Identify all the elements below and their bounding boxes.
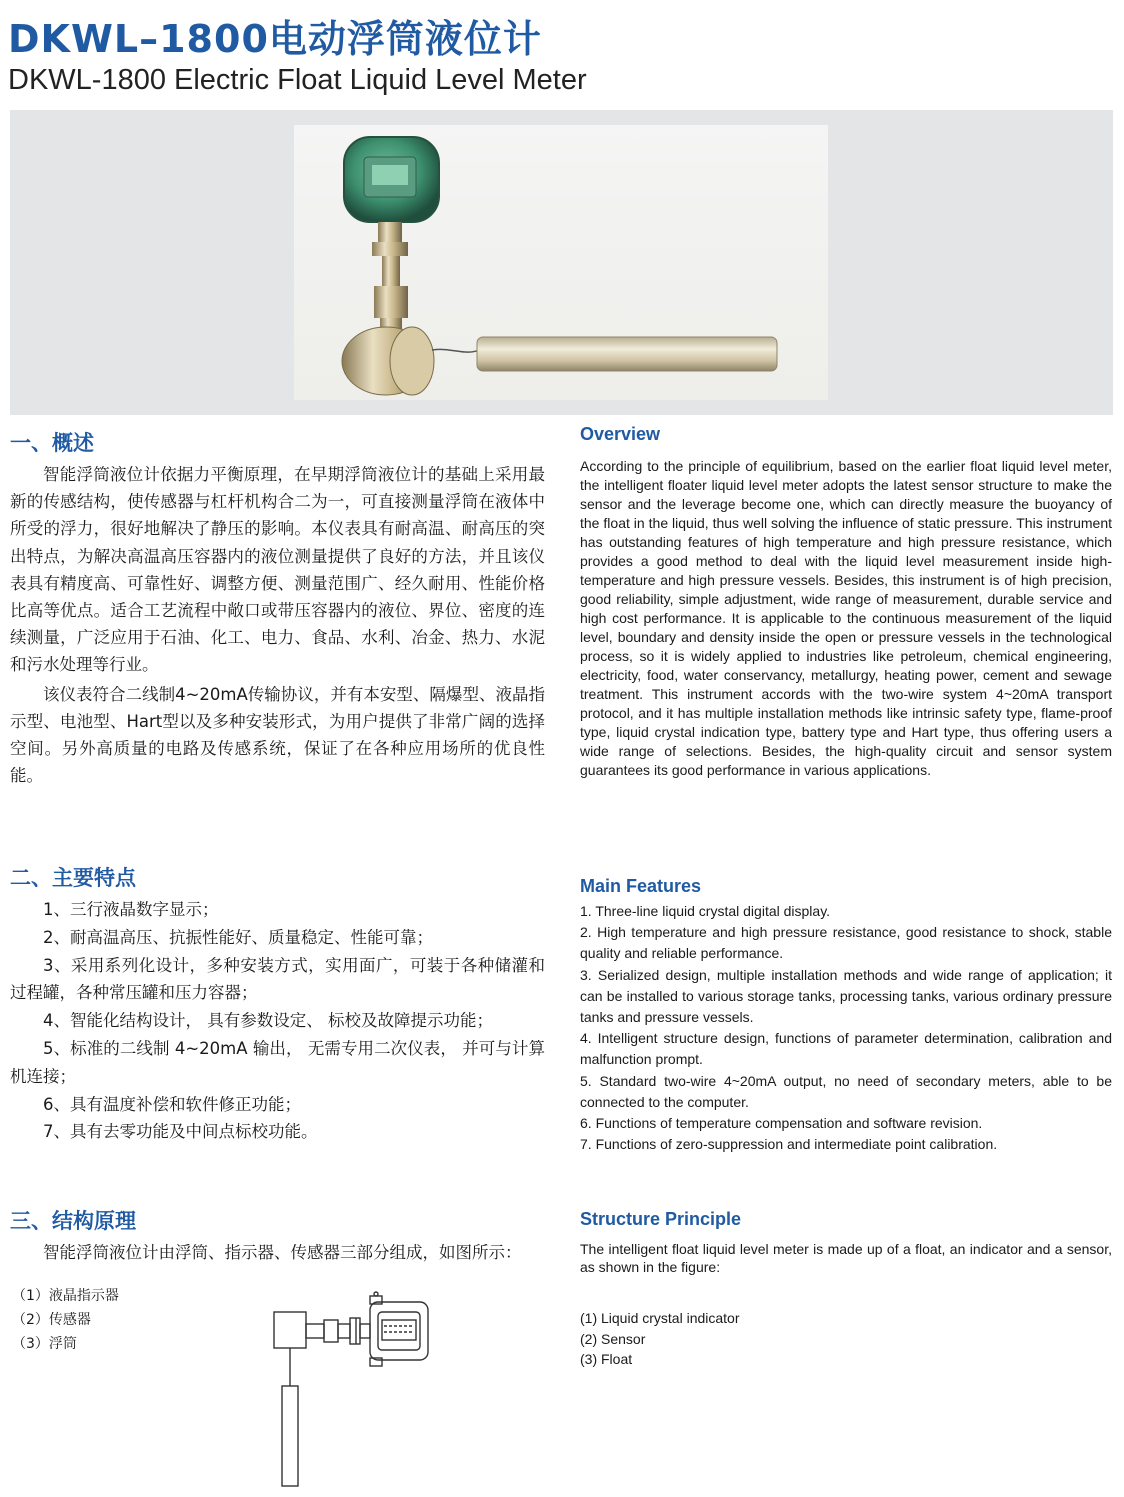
feature-item-en: 3. Serialized design, multiple installation methods and wide range of application; it can be installed to various storage tanks, processing tanks, various ordinary pressure tanks and pressure vessels. [580, 966, 1112, 1026]
part-item-cn: （3）浮筒 [12, 1336, 77, 1353]
feature-item-en: 6. Functions of temperature compensation and software revision. [580, 1115, 983, 1132]
features-heading-en: Main Features [580, 876, 702, 896]
structure-line-drawing [268, 1290, 438, 1490]
parts-list-en [580, 1308, 1112, 1370]
float-chamber [274, 1312, 306, 1348]
overview-cn-paragraph-1: 智能浮筒液位计依据力平衡原理，在早期浮筒液位计的基础上采用最新的传感结构，使传感器与杠杆机构合二为一，可直接测量浮筒在液体中所受的浮力，很好地解决了静压的影响。本仪表具有耐高温、耐高压的突出特点，为解决高温高压容器内的液位测量提供了良好的方法，并且该仪表具有精度高、可靠性好、调整方便、测量范围广、经久耐用、性能价格比高等优点。适合工艺流程中敞口或带压容器内的液位、界位、密度的连续测量，广泛应用于石油、化工、电力、食品、水利、冶金、热力、水泥和污水处理等行业。 [10, 465, 545, 675]
page-title-cn: DKWL–1800电动浮筒液位计 [8, 17, 542, 61]
part-item-en: (1) Liquid crystal indicator [580, 1310, 740, 1326]
feature-item-cn: 7、具有去零功能及中间点标校功能。 [43, 1122, 318, 1142]
structure-heading-en: Structure Principle [580, 1209, 742, 1229]
features-en-section [580, 876, 1112, 1155]
float-cylinder [282, 1386, 298, 1486]
structure-intro-cn: 智能浮筒液位计由浮筒、指示器、传感器三部分组成，如图所示： [43, 1243, 522, 1262]
features-heading-cn: 二、主要特点 [10, 866, 136, 890]
overview-cn-paragraph-2: 该仪表符合二线制4~20mA传输协议，并有本安型、隔爆型、液晶指示型、电池型、Hart型以及多种安装形式，为用户提供了非常广阔的选择空间。另外高质量的电路及传感系统，保证了在各种应用场所的优良性能。 [10, 684, 545, 786]
part-item-en: (2) Sensor [580, 1330, 646, 1347]
feature-item-cn: 5、标准的二线制 4~20mA 输出， 无需专用二次仪表， 并可与计算机连接； [10, 1038, 546, 1086]
part-item-cn: （2）传感器 [12, 1312, 91, 1329]
feature-item-cn: 1、三行液晶数字显示； [43, 900, 219, 919]
feature-item-cn: 3、采用系列化设计，多种安装方式，实用面广，可装于各种储灌和过程罐，各种常压罐和压力容器； [10, 955, 545, 1003]
feature-item-cn: 4、智能化结构设计， 具有参数设定、 标校及故障提示功能； [43, 1011, 493, 1031]
structure-intro-en: The intelligent float liquid level meter is made up of a float, an indicator and a sensor, as shown in the figure: [580, 1241, 1112, 1275]
float-level-meter-image [294, 125, 828, 400]
overview-en-paragraph: According to the principle of equilibrium, based on the earlier float liquid level meter, the intelligent floater liquid level meter adopts the latest sensor structure to make the sensor and the leverage become one, which can directly measure the buoyancy of the float in the liquid, thus well solving the influence of static pressure. This instrument has outstanding features of high temperature and high pressure resistance, which provides a good method to deal with the liquid level measurement inside high-temperature and high pressure vessels. Besides, this instrument is of high precision, good reliability, simple adjustment, wide range of measurement, durable service and high cost performance. It is applicable to the continuous measurement of the liquid level, boundary and density inside the open or pressure vessels in the technological process, so it is widely applied to industries like petroleum, chemical engineering, electricity, food, water conservancy, metallurgy, heating power, cement and sewage treatment. This instrument accords with the two-wire system 4~20mA transport protocol, and it has multiple installation methods like intrinsic safety type, flame-proof type, liquid crystal indication type, battery type and Hart type, thus offering users a wide range of selections. Besides, the high-quality circuit and sensor system guarantees its good performance in various applications. [580, 458, 1112, 778]
product-photo [294, 125, 828, 400]
overview-heading-cn: 一、概述 [10, 431, 94, 455]
feature-item-en: 2. High temperature and high pressure resistance, good resistance to shock, stable quality and reliable performance. [580, 924, 1112, 962]
part-item-en: (3) Float [580, 1351, 633, 1367]
feature-item-en: 7. Functions of zero-suppression and intermediate point calibration. [580, 1136, 998, 1153]
features-list-en [580, 901, 1112, 1155]
features-list-cn [10, 896, 545, 1146]
lcd-indicator [370, 1302, 428, 1360]
overview-heading-en: Overview [580, 424, 661, 444]
overview-en-section [580, 424, 1112, 780]
features-cn-section [10, 862, 545, 1146]
feature-item-en: 1. Three-line liquid crystal digital display. [580, 903, 831, 919]
feature-item-cn: 2、耐高温高压、抗振性能好、质量稳定、性能可靠； [43, 927, 433, 947]
page-title-en: DKWL-1800 Electric Float Liquid Level Meter [8, 64, 587, 96]
feature-item-en: 5. Standard two-wire 4~20mA output, no need of secondary meters, able to be connected to the computer. [580, 1072, 1112, 1110]
overview-cn-section [10, 427, 545, 789]
feature-item-en: 4. Intelligent structure design, functions of parameter determination, calibration and malfunction prompt. [580, 1030, 1112, 1068]
structure-en-section [580, 1209, 1112, 1370]
structure-heading-cn: 三、结构原理 [10, 1209, 136, 1233]
feature-item-cn: 6、具有温度补偿和软件修正功能； [43, 1094, 301, 1114]
structure-diagram [268, 1290, 438, 1490]
part-item-cn: （1）液晶指示器 [12, 1288, 119, 1305]
